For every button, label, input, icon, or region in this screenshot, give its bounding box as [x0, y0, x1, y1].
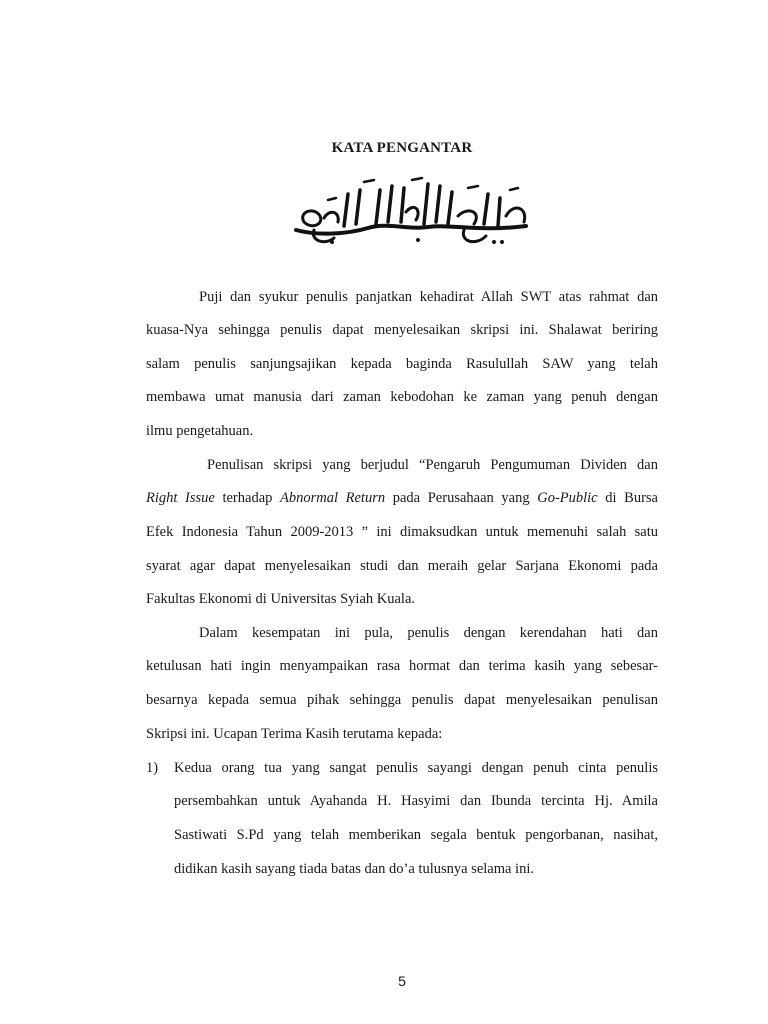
paragraph-line: syarat agar dapat menyelesaikan studi dan meraih gelar Sarjana Ekonomi pada	[146, 558, 658, 574]
list-item-line: didikan kasih sayang tiada batas dan do’a tulusnya selama ini.	[174, 861, 534, 877]
list-item-line: Sastiwati S.Pd yang telah memberikan segala bentuk pengorbanan, nasihat,	[174, 827, 658, 843]
basmalah-calligraphy-image	[288, 172, 533, 250]
paragraph-line: ilmu pengetahuan.	[146, 423, 254, 439]
list-item-line: persembahkan untuk Ayahanda H. Hasyimi dan Ibunda tercinta Hj. Amila	[174, 793, 658, 809]
paragraph-line: ketulusan hati ingin menyampaikan rasa hormat dan terima kasih yang sebesar-	[146, 658, 658, 674]
text-segment: di Bursa	[597, 490, 658, 506]
paragraph-line: kuasa-Nya sehingga penulis dapat menyelesaikan skripsi ini. Shalawat beriring	[146, 322, 658, 338]
paragraph-line: Fakultas Ekonomi di Universitas Syiah Kuala.	[146, 591, 416, 607]
list-item-number: 1)	[146, 760, 159, 776]
paragraph-line	[146, 490, 658, 507]
page-title: KATA PENGANTAR	[331, 140, 473, 156]
paragraph-line: membawa umat manusia dari zaman kebodohan ke zaman yang penuh dengan	[146, 389, 658, 405]
italic-term: Go-Public	[537, 490, 598, 506]
paragraph-line: Skripsi ini. Ucapan Terima Kasih terutama kepada:	[146, 726, 443, 742]
text-segment: pada Perusahaan yang	[385, 490, 538, 506]
paragraph-line: Penulisan skripsi yang berjudul “Pengaruh Pengumuman Dividen dan	[207, 457, 658, 473]
paragraph-line: Dalam kesempatan ini pula, penulis dengan kerendahan hati dan	[199, 625, 658, 641]
paragraph-line: besarnya kepada semua pihak sehingga penulis dapat menyelesaikan penulisan	[146, 692, 658, 708]
paragraph-line: Puji dan syukur penulis panjatkan kehadirat Allah SWT atas rahmat dan	[199, 289, 658, 305]
paragraph-line: salam penulis sanjungsajikan kepada baginda Rasulullah SAW yang telah	[146, 356, 658, 372]
list-item-line: Kedua orang tua yang sangat penulis sayangi dengan penuh cinta penulis	[174, 760, 658, 776]
paragraph-line: Efek Indonesia Tahun 2009-2013 ” ini dimaksudkan untuk memenuhi salah satu	[146, 524, 658, 540]
italic-term: Abnormal Return	[280, 490, 386, 506]
page-number: 5	[398, 973, 406, 989]
text-segment: terhadap	[214, 490, 281, 506]
italic-term: Right Issue	[146, 490, 215, 506]
